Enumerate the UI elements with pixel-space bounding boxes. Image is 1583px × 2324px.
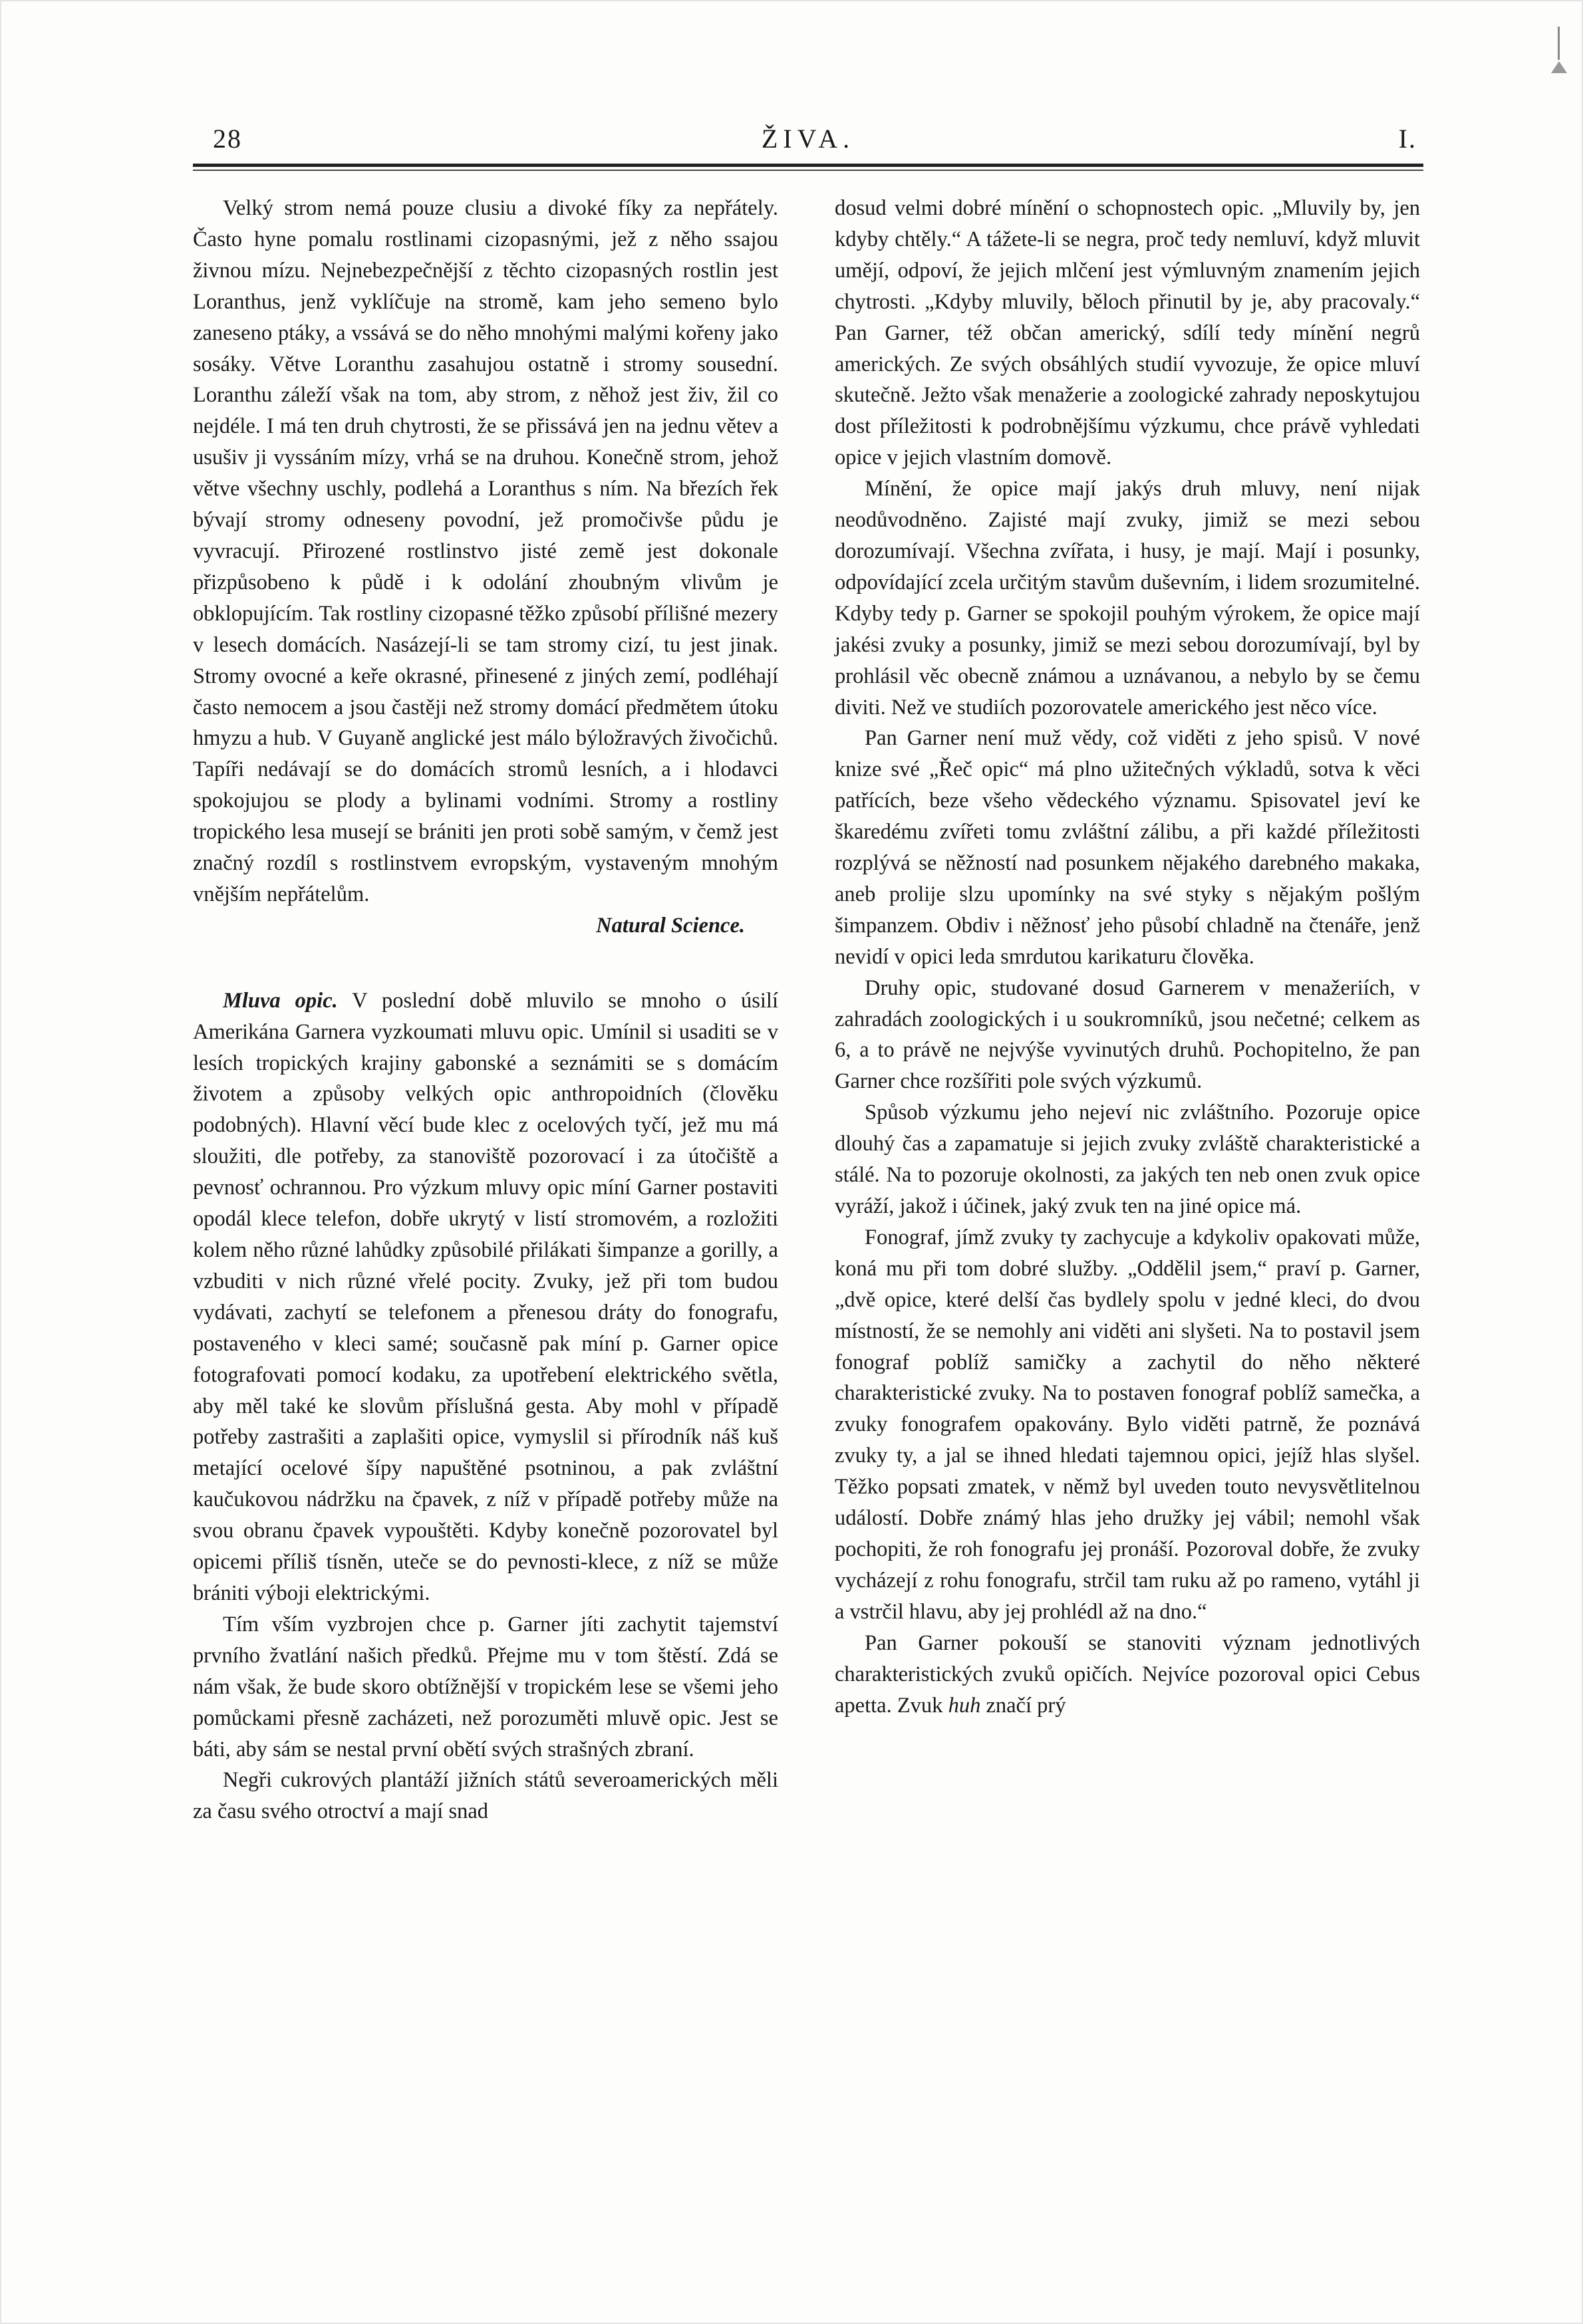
running-title: ŽIVA.	[761, 124, 855, 154]
paragraph-text: Pan Garner pokouší se stanoviti význam jednotlivých charakteristických zvuků opičích. Nejvíce pozoroval opici Cebus apetta. Zvuk	[835, 1630, 1420, 1718]
paragraph-mineni: Mínění, že opice mají jakýs druh mluvy, není nijak neodůvodněno. Zajisté mají zvuky, jimiž se mezi sebou dorozumívají. Všechna zvířata, i husy, je mají. Mají i posunky, odpovídající zcela určitým stavům duševním, i lidem srozumitelné. Kdyby tedy p. Garner se spokojil pouhým výrokem, že opice mají jakési zvuky a posunky, jimiž se mezi sebou dorozumívají, byl by prohlásil věc obecně známou a uznávanou, a nebylo by se čemu diviti. Než ve studiích pozorovatele amerického jest něco více.	[835, 477, 1420, 719]
paragraph-druhy-opic: Druhy opic, studované dosud Garnerem v menažeriích, v zahradách zoologických i u soukromníků, jsou nečetné; celkem as 6, a to právě ne nejvýše vyvinutých druhů. Pochopitelno, že pan Garner chce rozšířiti pole svých výzkumů.	[835, 975, 1420, 1094]
section-heading: Mluva opic.	[223, 988, 338, 1013]
paragraph-loranthus: Velký strom nemá pouze clusiu a divoké fíky za nepřátely. Často hyne pomalu rostlinami cizopasnými, jež z něho ssajou živnou mízu. Nejnebezpečnější z těchto cizopasných rostlin jest Loranthus, jenž vyklíčuje na stromě, kam jeho semeno bylo zaneseno ptáky, a vssává se do něho mnohými malými kořeny jako sosáky. Větve Loranthu zasahujou ostatně i stromy sousední. Loranthu záleží však na tom, aby strom, z něhož jest živ, žil co nejdéle. I má ten druh chytrosti, že se přissává jen na jednu větev a usušiv ji vyssáním mízy, vrhá se na druhou. Konečně strom, jehož větve všechny uschly, podlehá a Loranthus s ním. Na březích řek bývají stromy odneseny povodní, jež promočivše půdu je vyvracují. Přirozené rostlinstvo jisté země jest dokonale přizpůsobeno k půdě i k odolání zhoubným vlivům je obklopujícím. Tak rostliny cizopasné těžko způsobí přílišné mezery v lesech domácích. Nasázejí-li se tam stromy cizí, tu jest jinak. Stromy ovocné a keře okrasné, přinesené z jiných zemí, podléhají často nemocem a jsou častěji než stromy domácí předmětem útoku hmyzu a hub. V Guyaně anglické jest málo býložravých živočichů. Tapíři nedávají se do domácích stromů lesních, a i hlodavci spokojujou se plody a bylinami vodními. Stromy a rostliny tropického lesa musejí se brániti jen proti sobě samým, v čemž jest značný rozdíl s rostlinstvem evropským, vystaveným mnohým vnějším nepřátelům.	[193, 196, 778, 906]
page-header	[193, 123, 1423, 163]
scan-corner-mark	[1551, 27, 1567, 73]
paragraph-garner-armed: Tím vším vyzbrojen chce p. Garner jíti zachytit tajemství prvního žvatlání našich předků. Přejme mu v tom štěstí. Zdá se nám však, že bude skoro obtížnější v tropickém lese se všemi jeho pomůckami přesně zacházeti, než porozuměti mluvě opic. Jest se báti, aby sám se nestal první obětí svých strašných zbraní.	[193, 1612, 778, 1761]
paragraph-cebus	[835, 1628, 1420, 1722]
paragraph-fonograf: Fonograf, jímž zvuky ty zachycuje a kdykoliv opakovati může, koná mu při tom dobré služby. „Oddělil jsem,“ praví p. Garner, „dvě opice, které delší čas bydlely spolu v jedné kleci, do dvou místností, že se nemohly ani viděti ani slyšeti. Na to postavil jsem fonograf poblíž samičky a zachytil do něho některé charakteristické zvuky. Na to postaven fonograf poblíž samečka, a zvuky fonografem opakovány. Bylo viděti patrně, že poznává zvuky ty, a jal se ihned hledati tajemnou opici, jejíž hlas slyšel. Těžko popsati zmatek, v němž byl uveden touto nevysvětlitelnou událostí. Dobře známý hlas jeho družky jej vábil; nemohl však pochopiti, že roh fonografu jej pronáší. Pozoroval dobře, že zvuky vycházejí z rohu fonografu, strčil tam ruku až po rameno, vytáhl ji a vstrčil hlavu, aby jej prohlédl až na dno.“	[835, 1225, 1420, 1624]
paragraph-text-end: značí prý	[980, 1693, 1066, 1718]
source-citation: Natural Science.	[596, 913, 745, 938]
paragraph-mluva-opic	[193, 985, 778, 1609]
volume-number: I.	[1398, 124, 1417, 154]
right-column	[835, 193, 1420, 1721]
italic-term: huh	[948, 1693, 981, 1718]
paragraph-zpusob: Spůsob výzkumu jeho nejeví nic zvláštního. Pozoruje opice dlouhý čas a zapamatuje si jejich zvuky zvláště charakteristické a stálé. Na to pozoruje okolnosti, za jakých ten neb onen zvuk opice vyráží, jakož i účinek, jaký zvuk ten na jiné opice má.	[835, 1100, 1420, 1218]
paragraph-continued: dosud velmi dobré mínění o schopnostech opic. „Mluvily by, jen kdyby chtěly.“ A tážete-li se negra, proč tedy nemluví, když mluvit umějí, odpoví, že jejich mlčení jest výmluvným znamením jejich chytrosti. „Kdyby mluvily, běloch přinutil by je, aby pracovaly.“ Pan Garner, též občan americký, sdílí tedy mínění negrů amerických. Ze svých obsáhlých studií vyvozuje, že opice mluví skutečně. Ježto však menažerie a zoologické zahrady neposkytujou dost příležitosti k podrobnějšímu výzkumu, chce právě vyhledati opice v jejich vlastním domově.	[835, 196, 1420, 470]
header-rule	[193, 164, 1423, 167]
paragraph-text: V poslední době mluvilo se mnoho o úsilí Amerikána Garnera vyzkoumati mluvu opic. Umínil si usaditi se v lesích tropických krajiny gabonské a seznámiti se s domácím životem a způsoby velkých opic anthropoidních (člověku podobných). Hlavní věcí bude klec z ocelových tyčí, jež mu má sloužiti, dle potřeby, za stanoviště pozorovací i za útočiště a pevnosť ochrannou. Pro výzkum mluvy opic míní Garner postaviti opodál klece telefon, dobře ukrytý v listí stromovém, a rozložiti kolem něho různé lahůdky způsobilé přilákati šimpanze a gorilly, a vzbuditi v nich různé vřelé pocity. Zvuky, jež při tom budou vydávati, zachytí se telefonem a přenesou dráty do fonografu, postaveného v kleci samé; současně pak míní p. Garner opice fotografovati pomocí kodaku, za upotřebení elektrického světla, aby měl také ke slovům příslušná gesta. Aby mohl v případě potřeby zastrašiti a zaplašiti opice, vymyslil si přírodník náš kuš metající ocelové šípy napuštěné psotninou, a pak zvláštní kaučukovou nádržku na čpavek, z níž v případě potřeby může na svou obranu čpavek vypouštěti. Kdyby konečně pozorovatel byl opicemi příliš tísněn, uteče se do pevnosti-klece, z níž se může brániti výboji elektrickými.	[193, 988, 778, 1605]
paragraph-pan-garner: Pan Garner není muž vědy, což viděti z jeho spisů. V nové knize své „Řeč opic“ má plno užitečných výkladů, sotva k věci patřících, beze všeho vědeckého významu. Spisovatel jeví ke škaredému zvířeti tomu zvláštní zálibu, a při každé příležitosti rozplývá se něžností nad posunkem nějakého darebného makaka, aneb prolije slzu upomínky na své styky s nějakým pošlým šimpanzem. Obdiv i něžnosť jeho působí chladně na čtenáře, jenž nevidí v opici leda smrdutou karikaturu člověka.	[835, 726, 1420, 969]
left-column	[193, 193, 778, 1827]
page-number: 28	[213, 124, 242, 154]
header-rule-thin	[193, 170, 1423, 171]
paragraph-negri: Negři cukrových plantáží jižních států severoamerických měli za času svého otroctví a mají snad	[193, 1768, 778, 1824]
